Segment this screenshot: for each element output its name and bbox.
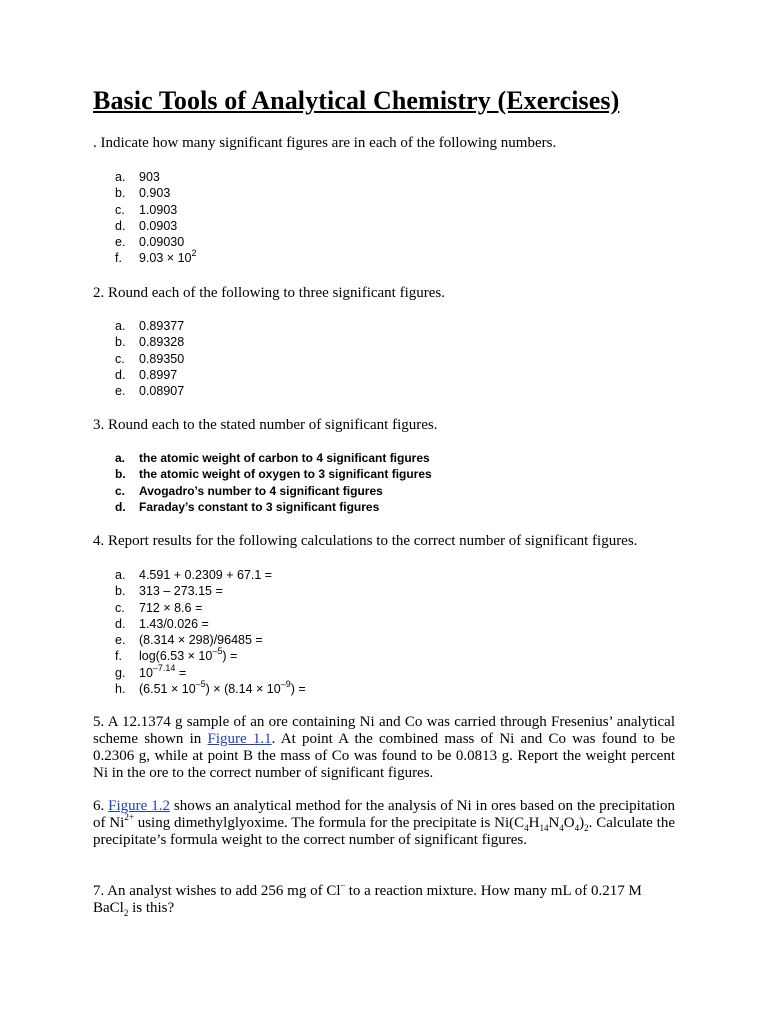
list-item: f. $9.03 \times 10^2$	[115, 248, 197, 266]
list-item: c. 1.0903	[115, 202, 178, 217]
list-item: a. 0.89377	[115, 319, 185, 333]
list-item: e. (8.314 × 298)/96485 =	[115, 633, 263, 648]
list-item: f. $\log(6.53 \times 10^{-5})$ =	[115, 646, 238, 664]
question-2-text: 2. Round each of the following to three significant figures.	[93, 285, 445, 301]
list-item: b. the atomic weight of oxygen to 3 significant figures	[115, 467, 432, 482]
question-4-text: 4. Report results for the following calculations to the correct number of significant figures.	[93, 533, 638, 549]
list-item: e. 0.09030	[115, 235, 185, 250]
question-7-text: 7. An analyst wishes to add 256 mg of Cl– to a reaction mixture. How many mL of 0.217 M BaCl$_2$ is this?	[93, 880, 642, 918]
list-item: d. 1.43/0.026 =	[115, 616, 209, 631]
page-title: Basic Tools of Analytical Chemistry (Exercises)	[93, 86, 620, 115]
list-item: h. $(6.51 \times 10^{-5}) \times (8.14 \times 10^{-9})$ =	[115, 678, 306, 697]
question-5-text: 5. A 12.1374 g sample of an ore containing Ni and Co was carried through Fresenius’ analytical scheme shown in Figure 1.1. At point A the combined mass of Ni and Co was found to be 0.2306 g, while at point B the mass of Co was found to be 0.0813 g. Report the weight percent Ni in the ore to the correct number of significant figures.	[93, 714, 675, 781]
question-1-text: . Indicate how many significant figures are in each of the following numbers.	[93, 135, 557, 151]
list-item: b. 0.903	[115, 186, 171, 201]
list-item: d. 0.8997	[115, 367, 178, 382]
list-item: d. 0.0903	[115, 218, 178, 233]
list-item: g. $10^{-7.14}$ =	[115, 662, 187, 680]
list-item: e. 0.08907	[115, 384, 185, 399]
list-item: b. 0.89328	[115, 335, 185, 350]
question-1-list	[115, 169, 197, 267]
list-item: a. 4.591 + 0.2309 + 67.1 =	[115, 568, 273, 582]
question-4-list	[115, 567, 306, 697]
question-3-list	[115, 450, 432, 515]
question-3-text: 3. Round each to the stated number of significant figures.	[93, 417, 438, 433]
question-2-list	[115, 318, 184, 399]
list-item: b. 313 – 273.15 =	[115, 584, 223, 599]
list-item: c. 0.89350	[115, 351, 185, 366]
question-6-text: 6. Figure 1.2 shows an analytical method for the analysis of Ni in ores based on the precipitation of $Ni^{2+}$ using dimethylglyoxime. The formula for the precipitate is $Ni(C_4H_{14}N_4O_4)_2$. Calculate the precipitate’s formula weight to the correct number of significant figures.	[93, 798, 675, 848]
figure-1-1-link[interactable]: Figure 1.1	[207, 731, 272, 747]
list-item: d. Faraday’s constant to 3 significant figures	[115, 499, 380, 514]
list-item: a. 903	[115, 170, 160, 184]
list-item: c. 712 × 8.6 =	[115, 600, 203, 615]
list-item: a. the atomic weight of carbon to 4 significant figures	[115, 451, 430, 465]
figure-1-2-link[interactable]: Figure 1.2	[108, 798, 170, 814]
list-item: c. Avogadro’s number to 4 significant figures	[115, 483, 383, 498]
